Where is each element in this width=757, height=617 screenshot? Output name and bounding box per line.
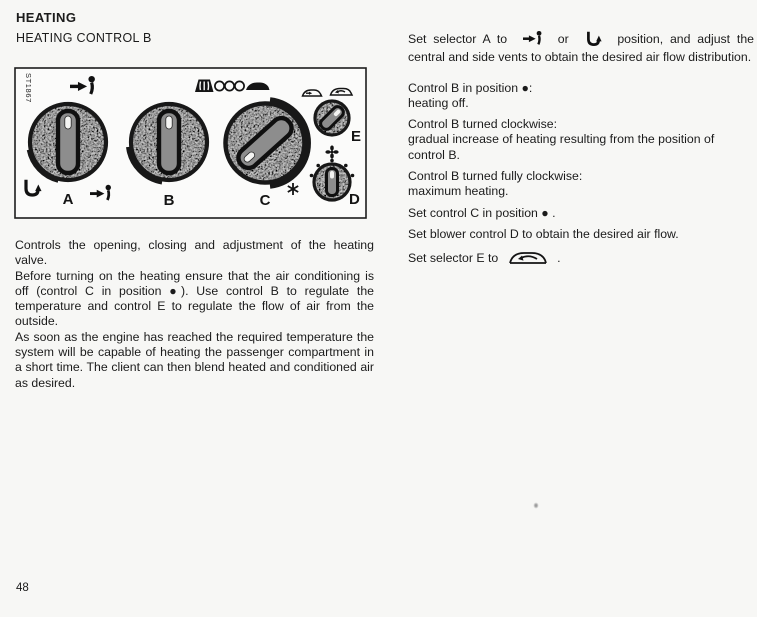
dial-b-label: B bbox=[163, 192, 175, 209]
dial-a-slot bbox=[58, 111, 78, 173]
instruction-control-b-position bbox=[408, 81, 754, 112]
dial-d-slot bbox=[327, 169, 338, 196]
control-b-position-title: Control B in position ●: bbox=[408, 80, 533, 95]
instruction-selector-e-text: Set selector E to bbox=[408, 251, 499, 266]
dial-e-label: E bbox=[351, 128, 362, 145]
instruction-control-b-clockwise bbox=[408, 117, 754, 163]
page-title: HEATING bbox=[16, 10, 77, 25]
page-number: 48 bbox=[16, 582, 29, 594]
section-title: HEATING CONTROL B bbox=[16, 31, 152, 45]
dial-e bbox=[315, 101, 349, 135]
instruction-control-c: Set control C in position ● . bbox=[408, 205, 556, 220]
dial-b bbox=[128, 104, 207, 183]
instruction-selector-a bbox=[408, 30, 754, 66]
instruction-selector-e bbox=[408, 248, 754, 271]
dial-b-slot bbox=[159, 111, 179, 173]
dial-c bbox=[226, 100, 309, 186]
paragraph-engine-temperature: As soon as the engine has reached the required temperature the system will be capable of heating the passenger compartment in a short time. The client can then blend heated and conditioned air as desired. bbox=[15, 329, 374, 390]
instruction-blower-d: Set blower control D to obtain the desired air flow. bbox=[408, 226, 679, 241]
face-vent-icon bbox=[523, 30, 542, 50]
dial-a bbox=[28, 104, 106, 182]
dial-d-label: D bbox=[349, 191, 360, 208]
left-column bbox=[15, 238, 374, 391]
control-b-clockwise-body: gradual increase of heating resulting from the position of control B. bbox=[408, 132, 715, 162]
figure-canvas bbox=[14, 67, 367, 219]
instruction-selector-e-period: . bbox=[557, 251, 561, 266]
car-recirculation-icon bbox=[507, 248, 549, 271]
instruction-control-b-fully bbox=[408, 169, 754, 200]
control-b-position-body: heating off. bbox=[408, 95, 469, 110]
paragraph-before-turning-on: Before turning on the heating ensure that the air conditioning is off (control C in position ●). Use control B to regulate the temperature and control E to regulate the flow of air from the outside. bbox=[15, 268, 374, 329]
instruction-selector-a-text: Set selector A to bbox=[408, 32, 508, 46]
control-b-clockwise-title: Control B turned clockwise: bbox=[408, 117, 557, 132]
instruction-selector-a-rest: position, and adjust the central and side vents to obtain the desired air flow distribution. bbox=[408, 32, 755, 65]
paragraph-heating-valve: Controls the opening, closing and adjustment of the heating valve. bbox=[15, 238, 374, 268]
control-b-fully-title: Control B turned fully clockwise: bbox=[408, 169, 583, 184]
dial-a-label: A bbox=[62, 191, 74, 208]
scan-artifact bbox=[533, 502, 539, 509]
right-column bbox=[408, 30, 754, 278]
dial-c-label: C bbox=[259, 192, 271, 209]
heating-controls-figure bbox=[14, 67, 367, 224]
control-b-fully-body: maximum heating. bbox=[408, 184, 509, 199]
figure-code: ST1867 bbox=[24, 73, 33, 103]
instruction-selector-a-or: or bbox=[557, 32, 569, 46]
vent-circles-icon bbox=[215, 81, 244, 90]
foot-vent-icon bbox=[585, 31, 602, 50]
